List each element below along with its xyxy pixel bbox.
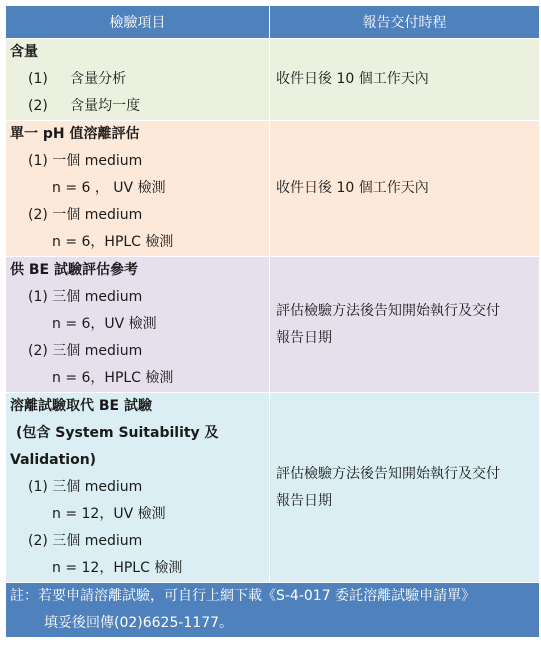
test-item-detail: n = 12，HPLC 檢測: [52, 560, 183, 576]
report-schedule-table: [5, 5, 540, 638]
note-text: 註：若要申請溶離試驗，可自行上網下載《S-4-017 委託溶離試驗申請單》: [10, 588, 476, 604]
schedule-text: 收件日後 10 個工作天內: [276, 71, 429, 87]
test-item-detail: n = 6，UV 檢測: [52, 316, 157, 332]
test-item-cell: [6, 39, 270, 121]
schedule-cell: [270, 39, 540, 121]
header-test-items: 檢驗項目: [6, 6, 270, 39]
schedule-text: 報告日期: [276, 492, 332, 509]
test-item-title: 溶離試驗取代 BE 試驗: [10, 398, 152, 414]
table-row-be-reference: [6, 257, 540, 393]
test-item-cell: [6, 257, 270, 393]
test-item-subitem: (1) 三個 medium: [28, 479, 143, 495]
test-item-subitem: (2) 三個 medium: [28, 343, 143, 359]
test-item-detail: n = 6 ， UV 檢測: [52, 180, 166, 196]
test-item-detail: n = 6，HPLC 檢測: [52, 234, 174, 250]
test-item-subitem: (2) 三個 medium: [28, 533, 143, 549]
note-cell: [6, 583, 540, 638]
test-item-cell: [6, 121, 270, 257]
table-row-single-ph: [6, 121, 540, 257]
test-item-subitem: (1) 三個 medium: [28, 289, 143, 305]
test-item-title: 含量: [10, 44, 38, 60]
test-item-subitem: (2) 一個 medium: [28, 207, 143, 223]
table-row-dissolution-replace-be: [6, 393, 540, 583]
schedule-cell: [270, 257, 540, 393]
header-report-schedule: 報告交付時程: [270, 6, 540, 39]
test-item-title: 供 BE 試驗評估參考: [10, 262, 138, 278]
note-text: 填妥後回傳(02)6625-1177。: [44, 615, 234, 631]
schedule-text: 報告日期: [276, 329, 332, 346]
test-item-detail: n = 6，HPLC 檢測: [52, 370, 174, 386]
table-note-row: [6, 583, 540, 638]
test-item-title: 單一 pH 值溶離評估: [10, 126, 140, 142]
test-item-cell: [6, 393, 270, 583]
schedule-text: 收件日後 10 個工作天內: [276, 180, 429, 196]
test-item-subitem: (1) 一個 medium: [28, 153, 143, 169]
schedule-cell: [270, 393, 540, 583]
test-item-title: (包含 System Suitability 及: [16, 425, 219, 441]
schedule-text: 評估檢驗方法後告知開始執行及交付: [276, 465, 500, 482]
test-item-subitem: (2) 含量均一度: [28, 98, 141, 114]
schedule-cell: [270, 121, 540, 257]
table-row-content: [6, 39, 540, 121]
table-header-row: [6, 6, 540, 39]
test-item-title: Validation): [10, 452, 97, 468]
schedule-text: 評估檢驗方法後告知開始執行及交付: [276, 302, 500, 319]
test-item-subitem: (1) 含量分析: [28, 71, 127, 87]
test-item-detail: n = 12，UV 檢測: [52, 506, 166, 522]
